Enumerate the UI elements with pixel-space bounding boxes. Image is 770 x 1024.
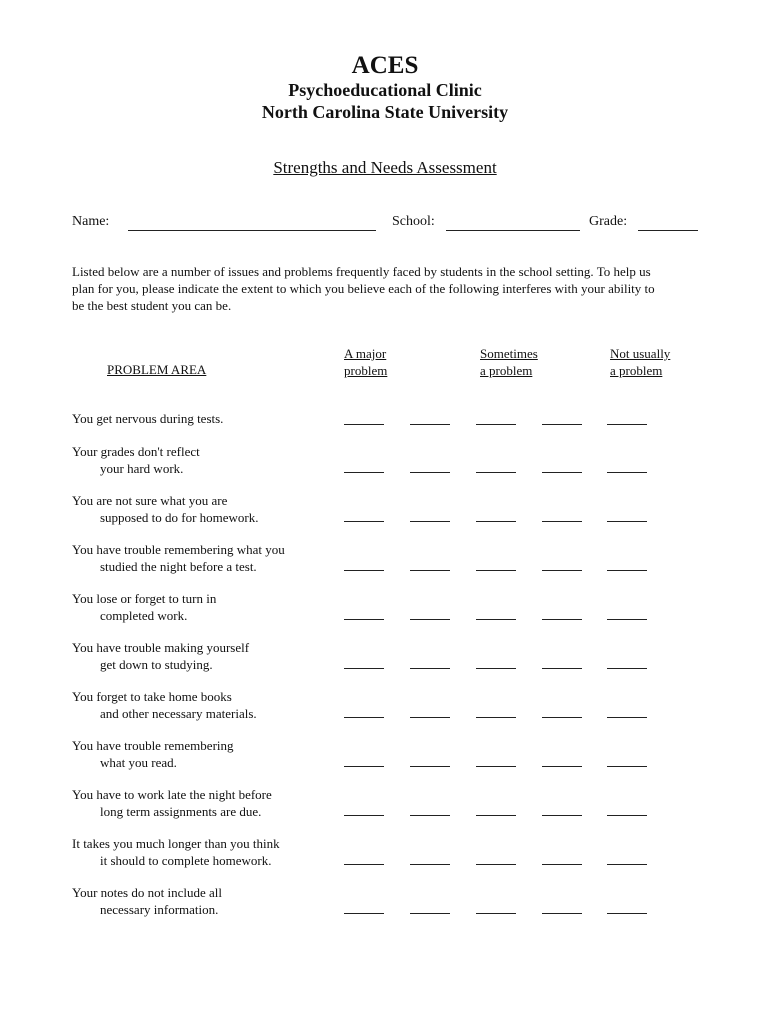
name-field[interactable] (128, 230, 376, 231)
form-title-text: Strengths and Needs Assessment (273, 158, 497, 177)
clinic-name: Psychoeducational Clinic (288, 80, 482, 100)
rating-blank[interactable] (542, 766, 582, 767)
rating-blank[interactable] (344, 472, 384, 473)
rating-blank[interactable] (410, 766, 450, 767)
instructions (72, 263, 702, 314)
problem-item (72, 884, 222, 918)
problem-text-cont: get down to studying. (100, 657, 213, 672)
rating-blank[interactable] (410, 815, 450, 816)
school-label: School: (392, 214, 435, 229)
problem-text-cont: and other necessary materials. (100, 706, 257, 721)
problem-text-cont: completed work. (100, 608, 188, 623)
problem-text: You lose or forget to turn in (72, 591, 217, 606)
rating-blank[interactable] (344, 424, 384, 425)
rating-blank[interactable] (476, 815, 516, 816)
problem-text: You forget to take home books (72, 689, 232, 704)
problem-item (72, 737, 234, 771)
rating-blank[interactable] (410, 668, 450, 669)
rating-blank[interactable] (410, 472, 450, 473)
rating-blank[interactable] (607, 668, 647, 669)
rating-blank[interactable] (476, 913, 516, 914)
rating-blank[interactable] (344, 668, 384, 669)
problem-item (72, 835, 280, 869)
problem-text: You have to work late the night before (72, 787, 272, 802)
problem-text: You have trouble remembering what you (72, 542, 285, 557)
form-title (0, 158, 770, 178)
rating-blank[interactable] (607, 521, 647, 522)
rating-blank[interactable] (344, 570, 384, 571)
rating-blank[interactable] (607, 864, 647, 865)
rating-blank[interactable] (410, 521, 450, 522)
problem-text: It takes you much longer than you think (72, 836, 280, 851)
rating-blank[interactable] (542, 815, 582, 816)
problem-text: You have trouble remembering (72, 738, 234, 753)
major-problem-header-line: A major (344, 346, 387, 361)
rating-blank[interactable] (344, 717, 384, 718)
rating-blank[interactable] (476, 472, 516, 473)
rating-blank[interactable] (476, 864, 516, 865)
problem-text-cont: your hard work. (100, 461, 184, 476)
rating-blank[interactable] (607, 815, 647, 816)
rating-blank[interactable] (607, 619, 647, 620)
rating-blank[interactable] (476, 766, 516, 767)
problem-text: Your grades don't reflect (72, 444, 200, 459)
rating-blank[interactable] (476, 424, 516, 425)
rating-blank[interactable] (607, 913, 647, 914)
problem-item (72, 492, 259, 526)
rating-blank[interactable] (344, 815, 384, 816)
rating-blank[interactable] (344, 864, 384, 865)
form-header-aces: ACES (351, 52, 419, 79)
rating-blank[interactable] (410, 913, 450, 914)
problem-text: You have trouble making yourself (72, 640, 250, 655)
university-name: North Carolina State University (261, 102, 509, 122)
problem-area-header: PROBLEM AREA (107, 362, 207, 377)
problem-item (72, 786, 272, 820)
not-usually-problem-header (610, 345, 670, 379)
problem-item (72, 410, 223, 427)
sometimes-problem-header (480, 345, 538, 379)
sometimes-problem-header-line: Sometimes (480, 346, 538, 361)
rating-blank[interactable] (607, 717, 647, 718)
problem-text-cont: supposed to do for homework. (100, 510, 259, 525)
problem-item (72, 590, 216, 624)
rating-blank[interactable] (542, 913, 582, 914)
rating-blank[interactable] (542, 619, 582, 620)
rating-blank[interactable] (476, 717, 516, 718)
rating-blank[interactable] (607, 570, 647, 571)
rating-blank[interactable] (344, 521, 384, 522)
rating-blank[interactable] (344, 619, 384, 620)
problem-text: Your notes do not include all (72, 885, 222, 900)
rating-blank[interactable] (476, 668, 516, 669)
problem-text-cont: long term assignments are due. (100, 804, 262, 819)
rating-blank[interactable] (542, 521, 582, 522)
rating-blank[interactable] (607, 766, 647, 767)
rating-blank[interactable] (476, 521, 516, 522)
rating-blank[interactable] (410, 619, 450, 620)
school-field[interactable] (446, 230, 580, 231)
rating-blank[interactable] (410, 864, 450, 865)
name-label: Name: (72, 214, 110, 229)
rating-blank[interactable] (476, 570, 516, 571)
problem-text-cont: what you read. (100, 755, 177, 770)
not-usually-problem-header-line: a problem (610, 363, 663, 378)
rating-blank[interactable] (607, 424, 647, 425)
rating-blank[interactable] (410, 717, 450, 718)
problem-item (72, 541, 285, 575)
rating-blank[interactable] (344, 913, 384, 914)
instructions-line: Listed below are a number of issues and problems frequently faced by students in the school setting. To help us (72, 264, 651, 279)
grade-label: Grade: (589, 214, 628, 229)
problem-text: You are not sure what you are (72, 493, 228, 508)
rating-blank[interactable] (542, 864, 582, 865)
grade-field[interactable] (638, 230, 698, 231)
rating-blank[interactable] (542, 472, 582, 473)
problem-text-cont: necessary information. (100, 902, 219, 917)
rating-blank[interactable] (344, 766, 384, 767)
problem-item (72, 639, 249, 673)
rating-blank[interactable] (542, 424, 582, 425)
problem-item (72, 688, 257, 722)
problem-item (72, 443, 200, 477)
not-usually-problem-header-line: Not usually (610, 346, 671, 361)
problem-text-cont: studied the night before a test. (100, 559, 257, 574)
rating-blank[interactable] (542, 717, 582, 718)
sometimes-problem-header-line: a problem (480, 363, 533, 378)
major-problem-header (344, 345, 387, 379)
rating-blank[interactable] (542, 570, 582, 571)
rating-blank[interactable] (410, 570, 450, 571)
instructions-line: be the best student you can be. (72, 298, 232, 313)
rating-blank[interactable] (607, 472, 647, 473)
instructions-line: plan for you, please indicate the extent to which you believe each of the following interferes with your ability to (72, 281, 655, 296)
problem-text: You get nervous during tests. (72, 411, 224, 426)
problem-text-cont: it should to complete homework. (100, 853, 272, 868)
major-problem-header-line: problem (344, 363, 388, 378)
rating-blank[interactable] (476, 619, 516, 620)
rating-blank[interactable] (542, 668, 582, 669)
rating-blank[interactable] (410, 424, 450, 425)
